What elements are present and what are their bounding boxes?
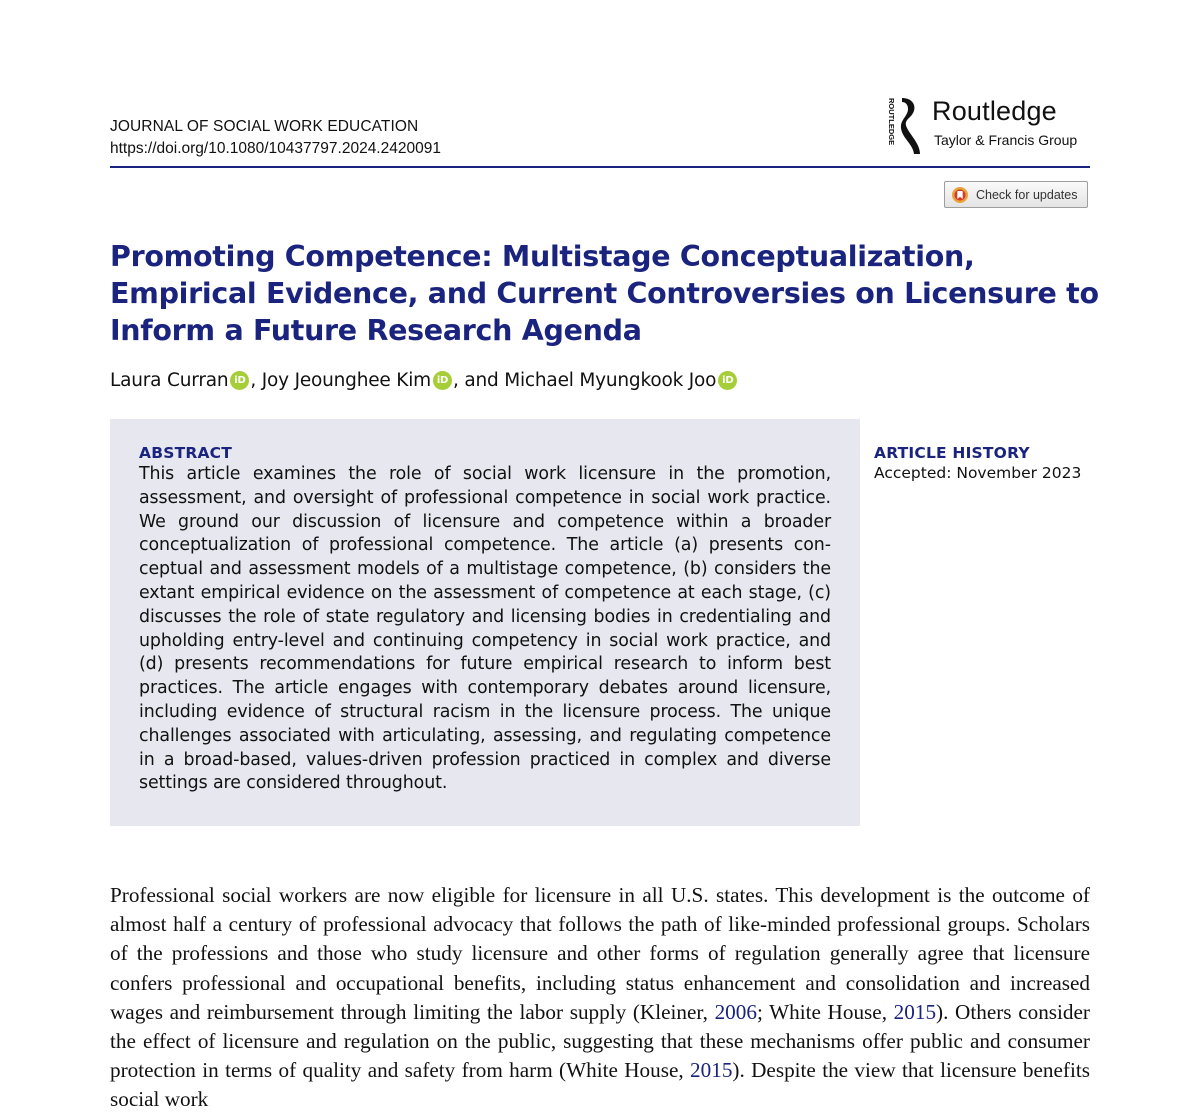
author-name[interactable]: Michael Myungkook Joo xyxy=(504,370,717,391)
author-separator: , xyxy=(250,370,262,391)
accepted-date: Accepted: November 2023 xyxy=(874,464,1082,482)
article-history-heading: ARTICLE HISTORY xyxy=(874,444,1030,462)
publisher-name: Routledge xyxy=(932,96,1057,126)
citation-link[interactable]: 2015 xyxy=(893,999,937,1024)
citation-link[interactable]: 2006 xyxy=(714,999,757,1024)
body-text: ; White House, xyxy=(756,999,894,1024)
publisher-group: Taylor & Francis Group xyxy=(934,132,1078,148)
check-updates-icon xyxy=(951,186,969,204)
orcid-icon[interactable]: iD xyxy=(718,371,737,390)
abstract-heading: ABSTRACT xyxy=(139,444,233,462)
check-updates-label: Check for updates xyxy=(976,187,1078,202)
body-paragraph xyxy=(110,881,1090,1115)
citation-link[interactable]: 2015 xyxy=(690,1058,733,1083)
header-rule xyxy=(110,166,1090,168)
author-list xyxy=(110,370,738,391)
check-for-updates-button[interactable] xyxy=(944,181,1088,208)
routledge-vertical-wordmark: ROUTLEDGE xyxy=(887,98,896,146)
body-text: ). Others consider the effect of licensure and regulation on the public, suggesting that these mechanisms offer public and consumer protection in terms of quality and safety from harm (White House, xyxy=(110,999,1090,1083)
publisher-logo[interactable] xyxy=(880,96,1090,156)
author-separator: , and xyxy=(452,370,505,391)
abstract-text: This article examines the role of social work licensure in the promotion, assessment, and oversight of professional competence in social work practice. We ground our discussion of licensure and competence within a broader conceptualization of professional competence. The article (a) presents conceptual and assessment models of a multistage competence, (b) considers the extant empirical evidence on the assessment of competence at each stage, (c) discusses the role of state regulatory and licensing bodies in credentialing and upholding entry-level and continuing competency in social work practice, and (d) presents recommendations for future empirical research to inform best practices. The article engages with contemporary debates around licensure, including evidence of structural racism in the licensure process. The unique challenges associated with articulating, assessing, and regulating competence in a broad-based, values-driven profession practiced in complex and diverse settings are considered throughout. xyxy=(139,464,831,794)
body-text: ). Despite the view that licensure benefits social work xyxy=(110,1058,1090,1112)
journal-header xyxy=(110,116,441,160)
article-history xyxy=(874,444,1081,482)
doi-link[interactable]: https://doi.org/10.1080/10437797.2024.2420091 xyxy=(110,140,441,157)
body-text: Professional social workers are now eligible for licensure in all U.S. states. This development is the outcome of almost half a century of professional advocacy that follows the path of like-minded professional groups. Scholars of the professions and those who study licensure and other forms of regulation generally agree that licensure confers professional and occupational benefits, including status enhancement and consolidation and increased wages and reimbursement through limiting the labor supply (Kleiner, xyxy=(110,883,1090,1024)
journal-name: JOURNAL OF SOCIAL WORK EDUCATION xyxy=(110,118,419,135)
routledge-logo-icon xyxy=(880,96,926,156)
orcid-icon[interactable]: iD xyxy=(433,371,452,390)
author-name[interactable]: Laura Curran xyxy=(110,370,229,391)
article-title: Promoting Competence: Multistage Conceptualization, Empirical Evidence, and Current Controversies on Licensure to Inform a Future Research Agenda xyxy=(110,240,1099,347)
author-name[interactable]: Joy Jeounghee Kim xyxy=(261,370,431,391)
orcid-icon[interactable]: iD xyxy=(230,371,249,390)
abstract-box xyxy=(110,419,860,826)
